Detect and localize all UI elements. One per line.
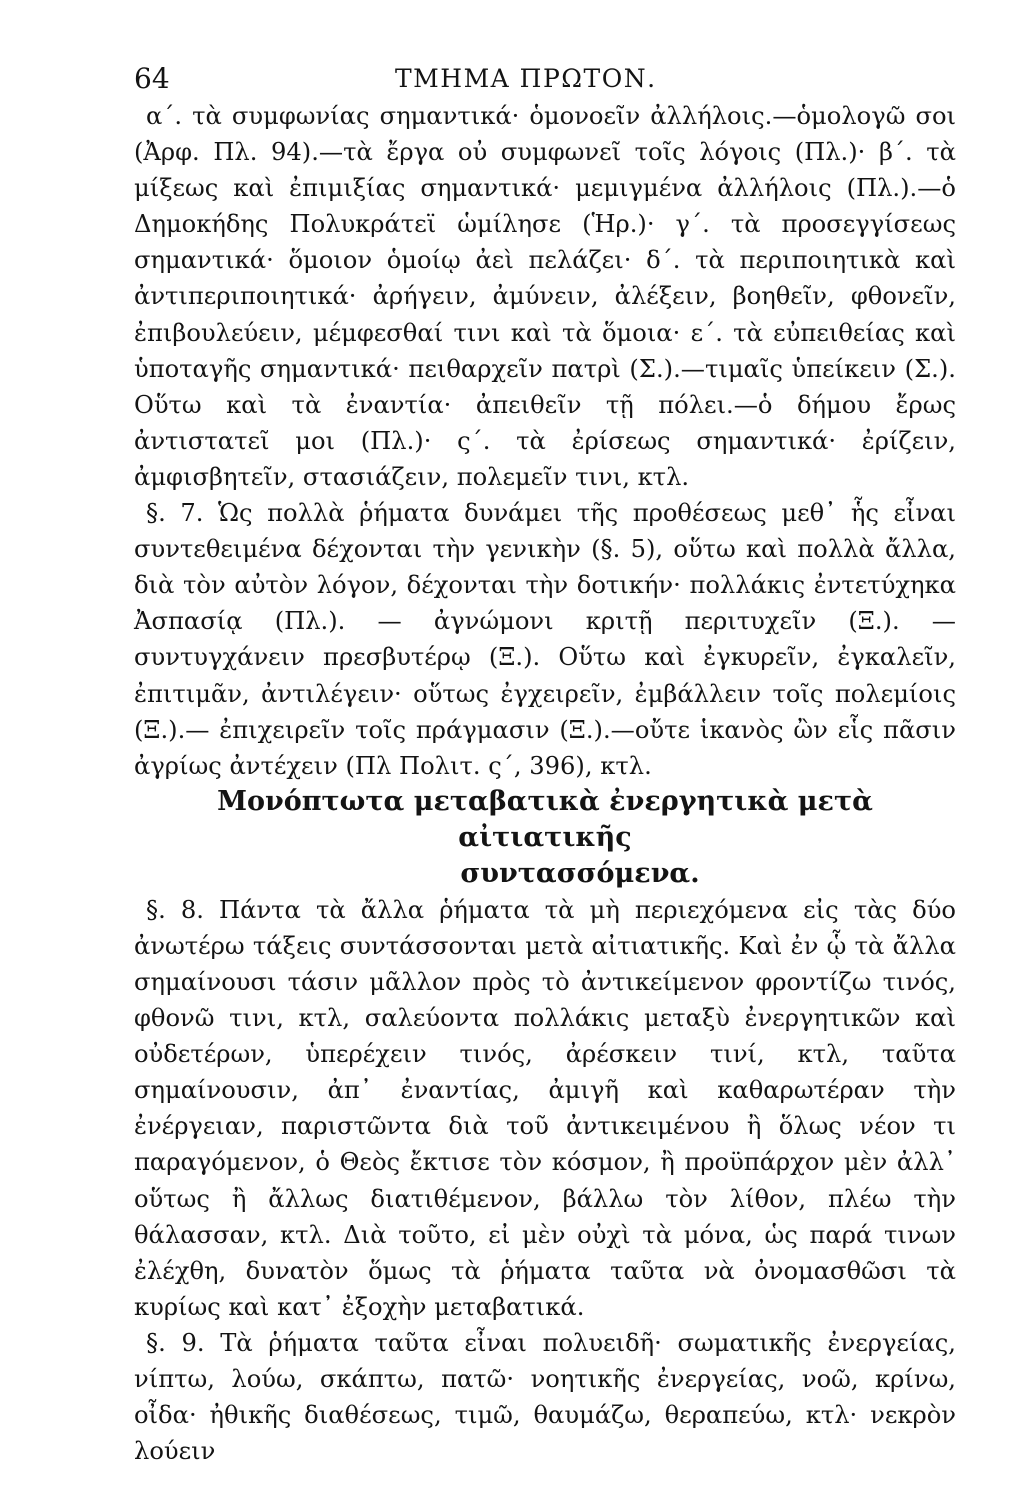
section-heading-line-2: συντασσόμενα. bbox=[460, 857, 700, 889]
section-heading bbox=[134, 784, 956, 892]
text-column bbox=[134, 98, 956, 1469]
paragraph-section-8: §. 8. Πάντα τὰ ἄλλα ῥήματα τὰ μὴ περιεχόμενα εἰς τὰς δύο ἀνωτέρω τάξεις συντάσσονται μετὰ αἰτιατικῆς. Καὶ ἐν ᾧ τὰ ἄλλα σημαίνουσι τάσιν μᾶλλον πρὸς τὸ ἀντικείμενον φροντίζω τινός, φθονῶ τινι, κτλ, σαλεύοντα πολλάκις μεταξὺ ἐνεργητικῶν καὶ οὐδετέρων, ὑπερέχειν τινός, ἀρέσκειν τινί, κτλ, ταῦτα σημαίνουσιν, ἀπ᾽ ἐναντίας, ἀμιγῆ καὶ καθαρωτέραν τὴν ἐνέργειαν, παριστῶντα διὰ τοῦ ἀντικειμένου ἢ ὅλως νέον τι παραγόμενον, ὁ Θεὸς ἔκτισε τὸν κόσμον, ἢ προϋπάρχον μὲν ἀλλ᾽ οὕτως ἢ ἄλλως διατιθέμενον, βάλλω τὸν λίθον, πλέω τὴν θάλασσαν, κτλ. Διὰ τοῦτο, εἰ μὲν οὐχὶ τὰ μόνα, ὡς παρά τινων ἐλέχθη, δυνατὸν ὅμως τὰ ῥήματα ταῦτα νὰ ὀνομασθῶσι τὰ κυρίως καὶ κατ᾽ ἐξοχὴν μεταβατικά. bbox=[134, 895, 956, 1321]
paragraph-section-7: §. 7. Ὡς πολλὰ ῥήματα δυνάμει τῆς προθέσεως μεθ᾽ ἧς εἶναι συντεθειμένα δέχονται τὴν γενικὴν (§. 5), οὕτω καὶ πολλὰ ἄλλα, διὰ τὸν αὐτὸν λόγον, δέχονται τὴν δοτικήν· πολλάκις ἐντετύχηκα Ἀσπασίᾳ (Πλ.). — ἀγνώμονι κριτῇ περιτυχεῖν (Ξ.). — συντυγχάνειν πρεσβυτέρῳ (Ξ.). Οὕτω καὶ ἐγκυρεῖν, ἐγκαλεῖν, ἐπιτιμᾶν, ἀντιλέγειν· οὕτως ἐγχειρεῖν, ἐμβάλλειν τοῖς πολεμίοις (Ξ.).— ἐπιχειρεῖν τοῖς πράγμασιν (Ξ.).—οὔτε ἱκανὸς ὢν εἷς πᾶσιν ἀγρίως ἀντέχειν (Πλ Πολιτ. ς΄, 396), κτλ. bbox=[134, 499, 956, 780]
paragraph-section-9: §. 9. Τὰ ῥήματα ταῦτα εἶναι πολυειδῆ· σωματικῆς ἐνεργείας, νίπτω, λούω, σκάπτω, πατῶ· νοητικῆς ἐνεργείας, νοῶ, κρίνω, οἶδα· ἠθικῆς διαθέσεως, τιμῶ, θαυμάζω, θεραπεύω, κτλ· νεκρὸν λούειν bbox=[134, 1328, 956, 1466]
page-number: 64 bbox=[134, 62, 170, 95]
running-head: ΤΜΗΜΑ ΠΡΩΤΟΝ. bbox=[395, 64, 657, 93]
section-heading-line-1: Μονόπτωτα μεταβατικὰ ἐνεργητικὰ μετὰ αἰτιατικῆς bbox=[217, 785, 873, 853]
paragraph-continued: α΄. τὰ συμφωνίας σημαντικά· ὁμονοεῖν ἀλλήλοις.—ὁμολογῶ σοι (Ἀρφ. Πλ. 94).—τὰ ἔργα οὐ συμφωνεῖ τοῖς λόγοις (Πλ.)· β΄. τὰ μίξεως καὶ ἐπιμιξίας σημαντικά· μεμιγμένα ἀλλήλοις (Πλ.).—ὁ Δημοκήδης Πολυκράτεϊ ὡμίλησε (Ἡρ.)· γ΄. τὰ προσεγγίσεως σημαντικά· ὅμοιον ὁμοίῳ ἀεὶ πελάζει· δ΄. τὰ περιποιητικὰ καὶ ἀντιπεριποιητικά· ἀρήγειν, ἀμύνειν, ἀλέξειν, βοηθεῖν, φθονεῖν, ἐπιβουλεύειν, μέμφεσθαί τινι καὶ τὰ ὅμοια· ε΄. τὰ εὐπειθείας καὶ ὑποταγῆς σημαντικά· πειθαρχεῖν πατρὶ (Σ.).—τιμαῖς ὑπείκειν (Σ.). Οὕτω καὶ τὰ ἐναντία· ἀπειθεῖν τῇ πόλει.—ὁ δήμου ἔρως ἀντιστατεῖ μοι (Πλ.)· ς΄. τὰ ἐρίσεως σημαντικά· ἐρίζειν, ἀμφισβητεῖν, στασιάζειν, πολεμεῖν τινι, κτλ. bbox=[134, 102, 956, 491]
